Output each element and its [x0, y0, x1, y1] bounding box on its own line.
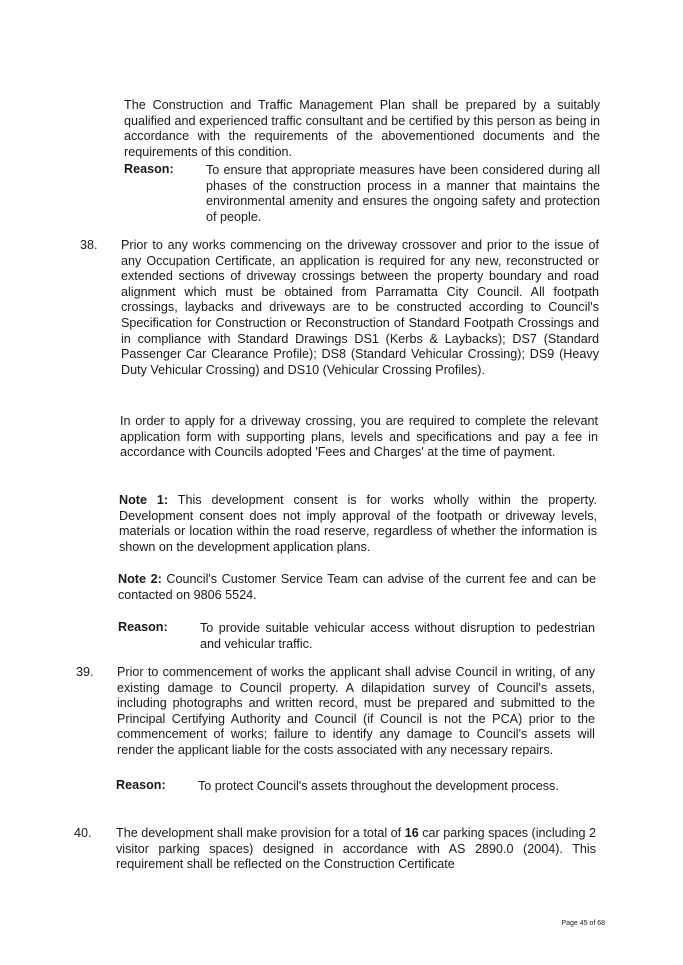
- condition-40-paragraph: [116, 826, 596, 873]
- condition-39-reason-text: To protect Council's assets throughout the development process.: [198, 779, 559, 793]
- condition-38-fee-text: In order to apply for a driveway crossing, you are required to complete the relevant application form with supporting plans, levels and specifications and pay a fee in accordance with Councils adopted 'Fees and Charges' at the time of payment.: [120, 414, 598, 460]
- note-1-label: Note 1:: [119, 493, 169, 507]
- intro-reason-text: To ensure that appropriate measures have been considered during all phases of the construction process in a manner that maintains the environmental amenity and ensures the ongoing safety and protection of people.: [206, 163, 600, 224]
- intro-text: The Construction and Traffic Management Plan shall be prepared by a suitably qualified and experienced traffic consultant and be certified by this person as being in accordance with the requirements of the abovementioned documents and the requirements of this condition.: [124, 98, 600, 159]
- condition-40-text-end: car parking spaces (including 2 visitor parking spaces) designed in accordance with AS 2890.0 (2004). This requirement shall be reflected on the Construction Certificate: [116, 826, 596, 872]
- intro-reason-label: Reason:: [124, 162, 174, 176]
- parking-space-count: 16: [404, 826, 419, 840]
- condition-38-reason-label: Reason:: [118, 620, 168, 634]
- condition-38-paragraph-2: [120, 414, 598, 461]
- condition-38-note-2: [118, 572, 596, 603]
- note-2-label: Note 2:: [118, 572, 162, 586]
- condition-39-number: 39.: [76, 665, 94, 679]
- condition-38-number: 38.: [80, 238, 98, 252]
- intro-paragraph: [124, 98, 600, 160]
- condition-40-number: 40.: [74, 826, 92, 840]
- condition-38-text: Prior to any works commencing on the driveway crossover and prior to the issue of any Occupation Certificate, an application is required for any new, reconstructed or extended sections of driveway crossings between the property boundary and road alignment which must be obtained from Parramatta City Council. All footpath crossings, laybacks and driveways are to be constructed according to Council's Specification for Construction or Reconstruction of Standard Footpath Crossings and in compliance with Standard Drawings DS1 (Kerbs & Laybacks); DS7 (Standard Passenger Car Clearance Profile); DS8 (Standard Vehicular Crossing); DS9 (Heavy Duty Vehicular Crossing) and DS10 (Vehicular Crossing Profiles).: [121, 238, 599, 377]
- condition-38-note-1: [119, 493, 597, 555]
- page-number: Page 45 of 68: [561, 920, 605, 927]
- note-2-text: Council's Customer Service Team can advise of the current fee and can be contacted on 9806 5524.: [118, 572, 597, 602]
- condition-39-reason-label: Reason:: [116, 778, 166, 792]
- condition-38-reason-text: To provide suitable vehicular access without disruption to pedestrian and vehicular traffic.: [200, 621, 595, 651]
- note-1-text: This development consent is for works wholly within the property. Development consent does not imply approval of the footpath or driveway levels, materials or location within the road reserve, regardless of whether the information is shown on the development application plans.: [119, 493, 597, 554]
- condition-38-paragraph-1: [121, 238, 599, 378]
- condition-39-text: Prior to commencement of works the applicant shall advise Council in writing, of any existing damage to Council property. A dilapidation survey of Council's assets, including photographs and written record, must be prepared and submitted to the Principal Certifying Authority and Council (if Council is not the PCA) prior to the commencement of works; failure to identify any damage to Council's assets will render the applicant liable for the costs associated with any necessary repairs.: [117, 665, 595, 757]
- condition-40-text-start: The development shall make provision for a total of: [116, 826, 405, 840]
- condition-39-paragraph: [117, 665, 595, 759]
